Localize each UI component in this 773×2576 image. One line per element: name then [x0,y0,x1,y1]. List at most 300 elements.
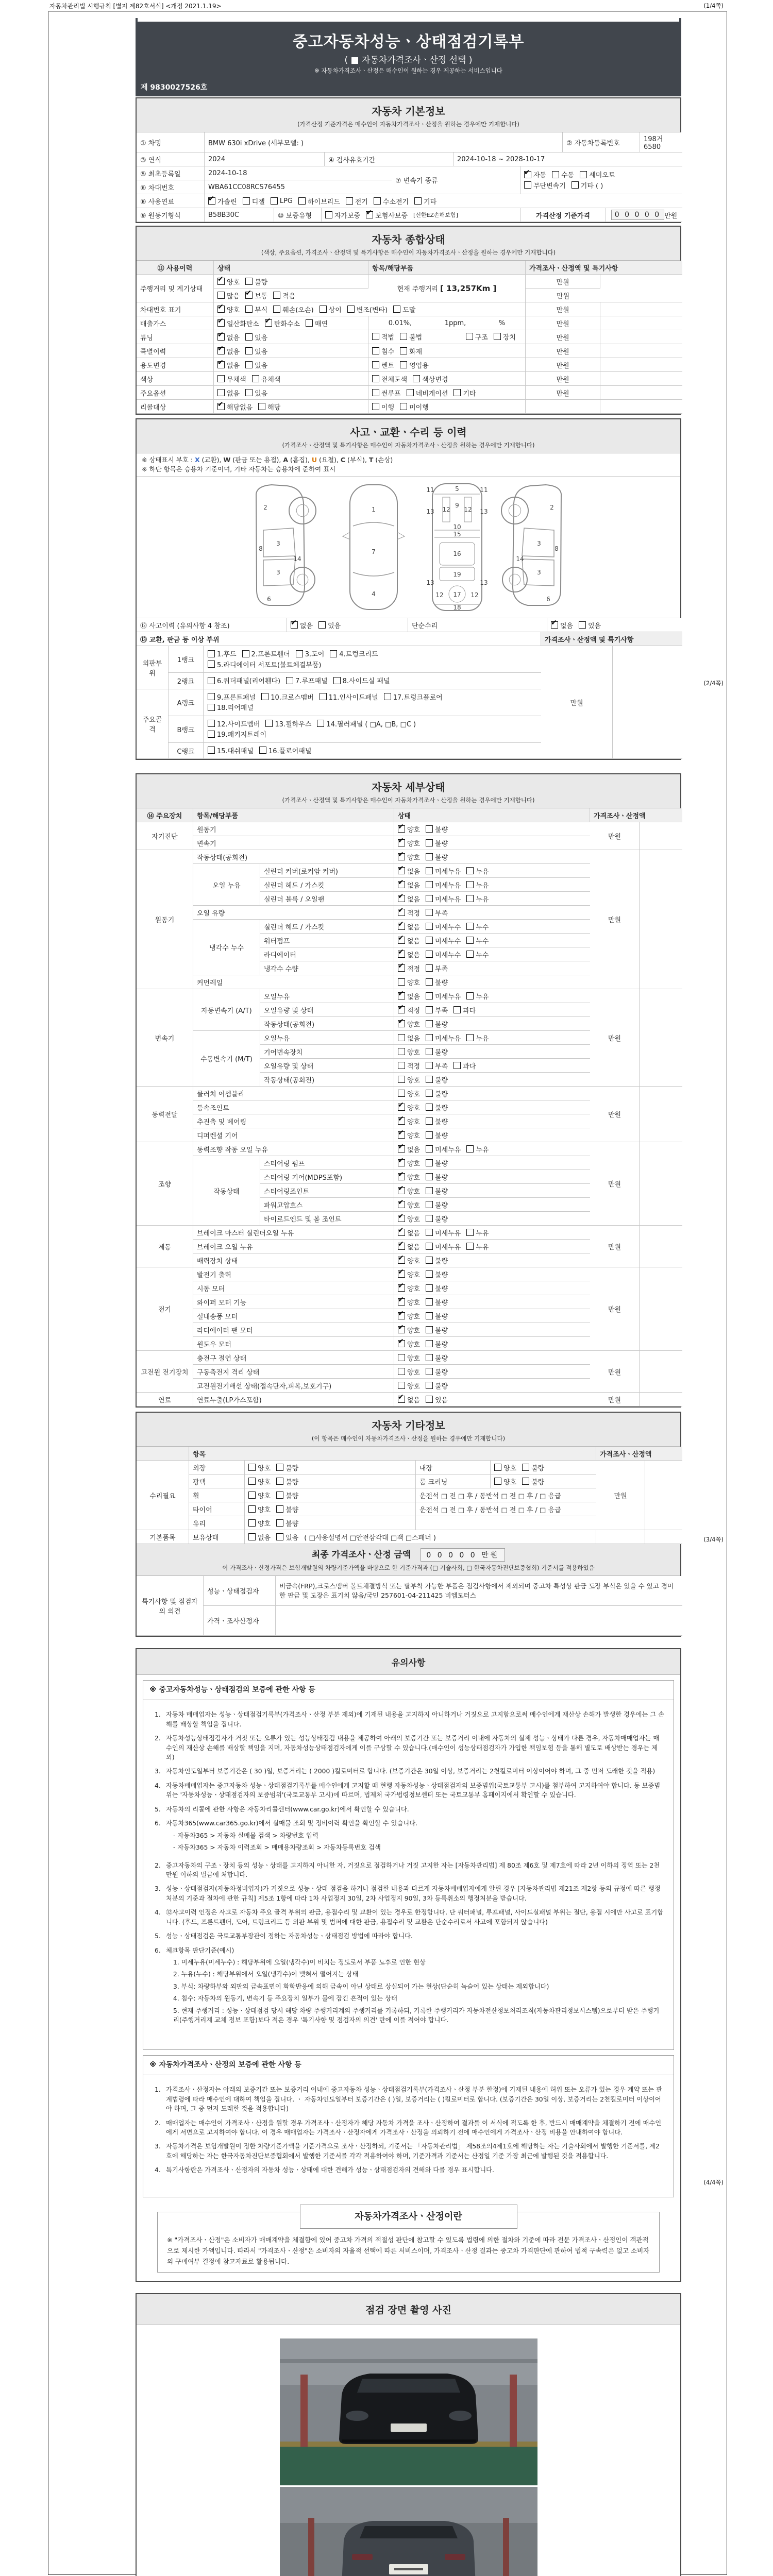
mileage-option[interactable]: 적음 [273,291,295,300]
state-option[interactable]: 누수 [466,936,489,945]
state-option[interactable]: ✔ 해당없음 [217,402,253,412]
checkbox-icon[interactable] [426,992,433,999]
checkbox-icon[interactable] [306,319,313,327]
vin-marking-option[interactable]: 훼손(오손) [273,304,313,314]
state-option[interactable]: ✔ 양호 [398,1339,420,1349]
state-option[interactable]: 누유 [466,1242,489,1251]
checkbox-icon[interactable] [426,1048,433,1055]
checkbox-icon[interactable] [318,621,326,629]
checkbox-icon[interactable] [426,1368,433,1375]
state-option[interactable]: ✔ 없음 [217,332,240,342]
checkbox-icon[interactable] [245,389,253,396]
state-option[interactable]: 불량 [426,1047,448,1057]
checkbox-icon[interactable] [217,319,225,327]
checkbox-icon[interactable] [426,1145,433,1153]
state-option[interactable]: 누유 [466,1033,489,1043]
checkbox-icon[interactable] [393,306,400,313]
panel-checkbox[interactable]: 9.프론트패널 [208,692,256,702]
checkbox-icon[interactable] [398,895,405,902]
state-option[interactable]: ✔ 양호 [398,1130,420,1140]
repair-option[interactable]: 양호 [494,1477,516,1486]
checkbox-icon[interactable] [426,1201,433,1208]
checkbox-icon[interactable] [245,333,253,341]
checkbox-icon[interactable] [398,964,405,972]
checkbox-icon[interactable] [398,1243,405,1250]
checkbox-icon[interactable] [398,1326,405,1333]
checkbox-icon[interactable] [398,978,405,986]
checkbox-icon[interactable] [426,1159,433,1166]
state-option[interactable]: 양호 [398,1367,420,1377]
state-option[interactable]: ✔ 적정 [398,963,420,973]
state-option[interactable]: 양호 [398,1089,420,1098]
checkbox-icon[interactable] [426,1396,433,1403]
checkbox-icon[interactable] [333,677,341,684]
state-option[interactable]: 양호 [398,1381,420,1391]
state-option[interactable]: 불량 [426,1158,448,1168]
checkbox-icon[interactable] [398,1104,405,1111]
panel-checkbox[interactable]: 6.쿼더패널(리어휀다) [208,675,280,685]
checkbox-icon[interactable] [426,881,433,888]
repair-option[interactable]: 불량 [522,1463,544,1472]
item-option[interactable]: 렌트 [372,360,394,370]
fuel-option[interactable]: 수소전기 [374,196,409,206]
checkbox-icon[interactable] [398,881,405,888]
checkbox-icon[interactable] [524,171,531,178]
state-option[interactable]: 있음 [245,332,267,342]
checkbox-icon[interactable] [398,1145,405,1153]
checkbox-icon[interactable] [276,1533,283,1540]
checkbox-icon[interactable] [426,853,433,860]
state-option[interactable]: 있음 [245,360,267,370]
checkbox-icon[interactable] [217,278,225,285]
checkbox-icon[interactable] [426,951,433,958]
state-option[interactable]: 불량 [426,838,448,848]
state-option[interactable]: ✔ 양호 [398,1200,420,1210]
panel-checkbox[interactable]: 13.휠하우스 [265,719,311,728]
state-option[interactable]: 미세누유 [426,1242,461,1251]
state-option[interactable]: 양호 [398,1047,420,1057]
item-option[interactable]: 이행 [372,402,394,412]
state-option[interactable]: ✔ 없음 [398,866,420,876]
state-option[interactable]: 없음 [217,388,240,398]
checkbox-icon[interactable] [208,747,215,754]
state-option[interactable]: 미세누수 [426,936,461,945]
accident-history-option[interactable]: ✔ 없음 [291,620,313,630]
state-option[interactable]: 무채색 [217,374,246,384]
panel-checkbox[interactable]: 17.트렁크플로어 [384,692,443,702]
checkbox-icon[interactable] [273,292,280,299]
checkbox-icon[interactable] [398,1270,405,1278]
state-option[interactable]: ✔ 양호 [398,1158,420,1168]
checkbox-icon[interactable] [466,895,474,902]
state-option[interactable]: ✔ 없음 [398,1242,420,1251]
state-option[interactable]: 미세누유 [426,1033,461,1043]
checkbox-icon[interactable] [320,693,327,700]
checkbox-icon[interactable] [372,403,379,410]
checkbox-icon[interactable] [466,1229,474,1236]
checkbox-icon[interactable] [217,403,225,410]
checkbox-icon[interactable] [398,1006,405,1013]
repair-option[interactable]: 불량 [276,1504,298,1514]
checkbox-icon[interactable] [298,197,306,205]
checkbox-icon[interactable] [426,825,433,833]
checkbox-icon[interactable] [398,1257,405,1264]
checkbox-icon[interactable] [398,937,405,944]
state-option[interactable]: 미세누유 [426,894,461,904]
checkbox-icon[interactable] [579,621,586,629]
checkbox-icon[interactable] [426,1382,433,1389]
state-option[interactable]: ✔ 없음 [217,360,240,370]
state-option[interactable]: 불량 [426,1381,448,1391]
checkbox-icon[interactable] [245,347,253,354]
checkbox-icon[interactable] [258,403,265,410]
checkbox-icon[interactable] [398,923,405,930]
repair-option[interactable]: 불량 [522,1477,544,1486]
state-option[interactable]: 적정 [398,1061,420,1071]
checkbox-icon[interactable] [276,1519,283,1527]
checkbox-icon[interactable] [276,1505,283,1513]
state-option[interactable]: 누수 [466,950,489,959]
checkbox-icon[interactable] [400,361,407,368]
checkbox-icon[interactable] [426,937,433,944]
checkbox-icon[interactable] [398,1076,405,1083]
checkbox-icon[interactable] [426,867,433,874]
checkbox-icon[interactable] [259,747,266,754]
checkbox-icon[interactable] [276,1478,283,1485]
checkbox-icon[interactable] [426,978,433,986]
state-option[interactable]: 불량 [426,1019,448,1029]
checkbox-icon[interactable] [398,825,405,833]
repair-option[interactable]: 양호 [248,1463,271,1472]
state-option[interactable]: ✔ 없음 [398,991,420,1001]
checkbox-icon[interactable] [426,1312,433,1319]
checkbox-icon[interactable] [208,197,215,205]
state-option[interactable]: ✔ 양호 [398,1311,420,1321]
panel-checkbox[interactable]: 4.트렁크리드 [330,649,378,658]
checkbox-icon[interactable] [217,306,225,313]
checkbox-icon[interactable] [426,1034,433,1041]
checkbox-icon[interactable] [398,1201,405,1208]
checkbox-icon[interactable] [466,333,473,340]
state-option[interactable]: 불량 [426,852,448,862]
checkbox-icon[interactable] [248,1533,256,1540]
checkbox-icon[interactable] [286,677,293,684]
checkbox-icon[interactable] [426,1131,433,1139]
simple-repair-option[interactable]: ✔ 없음 [551,620,573,630]
checkbox-icon[interactable] [453,1006,461,1013]
panel-checkbox[interactable]: 14.필러패널 ( □A, □B, □C ) [317,719,416,728]
state-option[interactable]: 불량 [426,1130,448,1140]
transmission-option[interactable]: 기타 ( ) [572,180,603,190]
checkbox-icon[interactable] [398,1312,405,1319]
checkbox-icon[interactable] [426,964,433,972]
checkbox-icon[interactable] [426,1104,433,1111]
transmission-option[interactable]: ✔ 자동 [524,170,546,179]
checkbox-icon[interactable] [248,1478,256,1485]
checkbox-icon[interactable] [243,197,250,205]
checkbox-icon[interactable] [276,1464,283,1471]
checkbox-icon[interactable] [426,1354,433,1361]
item-option[interactable]: 장치 [494,332,516,342]
checkbox-icon[interactable] [398,839,405,846]
checkbox-icon[interactable] [453,1062,461,1069]
state-option[interactable]: ✔ 양호 [398,1256,420,1265]
checkbox-icon[interactable] [400,403,407,410]
state-option[interactable]: ✔ 없음 [398,894,420,904]
fuel-option[interactable]: 전기 [346,196,368,206]
state-option[interactable]: 부족 [426,1061,448,1071]
state-option[interactable]: 미세누수 [426,922,461,931]
checkbox-icon[interactable] [426,1284,433,1292]
warranty-option[interactable]: 자가보증 [325,210,360,220]
checkbox-icon[interactable] [242,650,249,657]
checkbox-icon[interactable] [426,1173,433,1180]
basic-item-option[interactable]: 없음 [248,1532,271,1542]
panel-checkbox[interactable]: 19.패키지트레이 [208,729,266,739]
checkbox-icon[interactable] [271,197,278,205]
checkbox-icon[interactable] [398,1020,405,1027]
checkbox-icon[interactable] [248,1505,256,1513]
state-option[interactable]: 누유 [466,991,489,1001]
checkbox-icon[interactable] [466,867,474,874]
checkbox-icon[interactable] [248,1492,256,1499]
emission-option[interactable]: 매연 [306,318,328,328]
checkbox-icon[interactable] [217,389,225,396]
state-option[interactable]: ✔ 양호 [398,1214,420,1224]
state-option[interactable]: 누유 [466,880,489,890]
item-option[interactable]: 영업용 [400,360,429,370]
checkbox-icon[interactable] [265,319,272,327]
repair-option[interactable]: 양호 [248,1518,271,1528]
state-option[interactable]: 있음 [245,388,267,398]
fuel-option[interactable]: 기타 [414,196,436,206]
state-option[interactable]: 불량 [426,1367,448,1377]
state-option[interactable]: 미세누유 [426,880,461,890]
checkbox-icon[interactable] [398,1340,405,1347]
state-option[interactable]: 불량 [426,1116,448,1126]
item-option[interactable]: 전체도색 [372,374,407,384]
checkbox-icon[interactable] [208,731,215,738]
checkbox-icon[interactable] [291,621,298,629]
checkbox-icon[interactable] [217,333,225,341]
checkbox-icon[interactable] [426,1243,433,1250]
checkbox-icon[interactable] [466,937,474,944]
panel-checkbox[interactable]: 3.도어 [296,649,325,658]
repair-option[interactable]: 불량 [276,1490,298,1500]
basic-item-option[interactable]: 있음 [276,1532,298,1542]
state-option[interactable]: ✔ 양호 [398,1269,420,1279]
checkbox-icon[interactable] [398,992,405,999]
item-option[interactable]: 썬루프 [372,388,401,398]
checkbox-icon[interactable] [398,1187,405,1194]
checkbox-icon[interactable] [346,197,353,205]
checkbox-icon[interactable] [572,181,579,189]
checkbox-icon[interactable] [426,1215,433,1222]
checkbox-icon[interactable] [261,693,268,700]
panel-checkbox[interactable]: 10.크로스멤버 [261,692,313,702]
state-option[interactable]: ✔ 양호 [398,1325,420,1335]
checkbox-icon[interactable] [398,1368,405,1375]
state-option[interactable]: 불량 [426,824,448,834]
checkbox-icon[interactable] [252,375,259,382]
state-option[interactable]: 불량 [426,1311,448,1321]
state-option[interactable]: 누유 [466,1144,489,1154]
checkbox-icon[interactable] [466,881,474,888]
state-option[interactable]: 미세누유 [426,1144,461,1154]
repair-option[interactable]: 양호 [494,1463,516,1472]
checkbox-icon[interactable] [245,292,253,299]
checkbox-icon[interactable] [273,306,280,313]
repair-option[interactable]: 불량 [276,1518,298,1528]
state-option[interactable]: 부족 [426,963,448,973]
checkbox-icon[interactable] [398,1298,405,1306]
fuel-option[interactable]: LPG [271,197,293,205]
checkbox-icon[interactable] [426,1020,433,1027]
checkbox-icon[interactable] [245,306,253,313]
checkbox-icon[interactable] [366,211,373,218]
checkbox-icon[interactable] [466,951,474,958]
checkbox-icon[interactable] [398,853,405,860]
checkbox-icon[interactable] [494,333,501,340]
state-option[interactable]: 없음 [398,1033,420,1043]
checkbox-icon[interactable] [414,197,422,205]
state-option[interactable]: 미세누수 [426,950,461,959]
warranty-option[interactable]: ✔ 보험사보증 [366,210,408,220]
item-option[interactable]: 불법 [400,332,422,342]
checkbox-icon[interactable] [466,1243,474,1250]
checkbox-icon[interactable] [398,867,405,874]
checkbox-icon[interactable] [248,1519,256,1527]
checkbox-icon[interactable] [426,1006,433,1013]
panel-checkbox[interactable]: 5.라디에이터 서포트(볼트체결부품) [208,659,322,669]
state-option[interactable]: ✔ 적정 [398,1005,420,1015]
checkbox-icon[interactable] [372,361,379,368]
state-option[interactable]: 양호 [398,1075,420,1084]
item-option[interactable]: 미이행 [400,402,429,412]
state-option[interactable]: 불량 [426,1325,448,1335]
checkbox-icon[interactable] [398,1131,405,1139]
panel-checkbox[interactable]: 11.인사이드패널 [320,692,378,702]
accident-history-option[interactable]: 있음 [318,620,341,630]
checkbox-icon[interactable] [398,1090,405,1097]
state-option[interactable]: ✔ 없음 [398,936,420,945]
checkbox-icon[interactable] [426,1187,433,1194]
checkbox-icon[interactable] [398,1034,405,1041]
state-option[interactable]: ✔ 없음 [398,1228,420,1238]
checkbox-icon[interactable] [522,1478,529,1485]
checkbox-icon[interactable] [398,1159,405,1166]
checkbox-icon[interactable] [466,1145,474,1153]
checkbox-icon[interactable] [426,895,433,902]
checkbox-icon[interactable] [426,1117,433,1125]
checkbox-icon[interactable] [398,951,405,958]
state-option[interactable]: ✔ 양호 [398,1297,420,1307]
state-option[interactable]: 미세누유 [426,866,461,876]
state-option[interactable]: 부족 [426,1005,448,1015]
transmission-option[interactable]: 수동 [552,170,574,179]
vin-marking-option[interactable]: 변조(변타) [347,304,388,314]
state-option[interactable]: 과다 [453,1005,476,1015]
checkbox-icon[interactable] [398,1229,405,1236]
item-option[interactable]: 색상변경 [413,374,448,384]
checkbox-icon[interactable] [407,389,414,396]
checkbox-icon[interactable] [466,1034,474,1041]
state-option[interactable]: 불량 [426,1297,448,1307]
state-option[interactable]: 불량 [426,1103,448,1112]
checkbox-icon[interactable] [372,333,379,340]
checkbox-icon[interactable] [426,1270,433,1278]
checkbox-icon[interactable] [208,650,215,657]
state-option[interactable]: ✔ 양호 [398,824,420,834]
state-option[interactable]: 누유 [466,1228,489,1238]
mileage-option[interactable]: 불량 [245,277,267,286]
state-option[interactable]: ✔ 없음 [398,880,420,890]
panel-checkbox[interactable]: 15.대쉬패널 [208,745,254,755]
checkbox-icon[interactable] [398,1173,405,1180]
checkbox-icon[interactable] [372,389,379,396]
checkbox-icon[interactable] [208,660,215,668]
state-option[interactable]: 해당 [258,402,280,412]
fuel-option[interactable]: 하이브리드 [298,196,340,206]
checkbox-icon[interactable] [426,1076,433,1083]
state-option[interactable]: 불량 [426,1172,448,1182]
checkbox-icon[interactable] [426,1257,433,1264]
panel-checkbox[interactable]: 7.루프패널 [286,675,328,685]
state-option[interactable]: ✔ 양호 [398,1186,420,1196]
item-option[interactable]: 기타 [453,388,476,398]
item-option[interactable]: 네비게이션 [407,388,448,398]
checkbox-icon[interactable] [426,1229,433,1236]
checkbox-icon[interactable] [276,1492,283,1499]
checkbox-icon[interactable] [398,909,405,916]
state-option[interactable]: 누수 [466,922,489,931]
checkbox-icon[interactable] [245,361,253,368]
checkbox-icon[interactable] [426,1090,433,1097]
checkbox-icon[interactable] [208,677,215,684]
checkbox-icon[interactable] [400,347,407,354]
checkbox-icon[interactable] [426,1062,433,1069]
checkbox-icon[interactable] [413,375,420,382]
panel-checkbox[interactable]: 18.리어패널 [208,702,254,712]
checkbox-icon[interactable] [398,1382,405,1389]
mileage-option[interactable]: ✔ 양호 [217,277,240,286]
state-option[interactable]: ✔ 없음 [398,950,420,959]
checkbox-icon[interactable] [372,347,379,354]
checkbox-icon[interactable] [317,720,324,727]
checkbox-icon[interactable] [208,704,215,711]
checkbox-icon[interactable] [398,1396,405,1403]
repair-option[interactable]: 양호 [248,1490,271,1500]
state-option[interactable]: ✔ 양호 [398,1172,420,1182]
state-option[interactable]: 유채색 [252,374,281,384]
repair-option[interactable]: 양호 [248,1477,271,1486]
checkbox-icon[interactable] [398,1048,405,1055]
checkbox-icon[interactable] [494,1464,501,1471]
state-option[interactable]: 양호 [398,1353,420,1363]
checkbox-icon[interactable] [466,923,474,930]
checkbox-icon[interactable] [330,650,337,657]
state-option[interactable]: 미세누유 [426,991,461,1001]
checkbox-icon[interactable] [426,909,433,916]
state-option[interactable]: ✔ 없음 [217,346,240,356]
state-option[interactable]: 불량 [426,1186,448,1196]
checkbox-icon[interactable] [374,197,381,205]
panel-checkbox[interactable]: 12.사이드멤버 [208,719,260,728]
repair-option[interactable]: 양호 [248,1504,271,1514]
checkbox-icon[interactable] [426,1340,433,1347]
checkbox-icon[interactable] [384,693,391,700]
state-option[interactable]: 불량 [426,1214,448,1224]
